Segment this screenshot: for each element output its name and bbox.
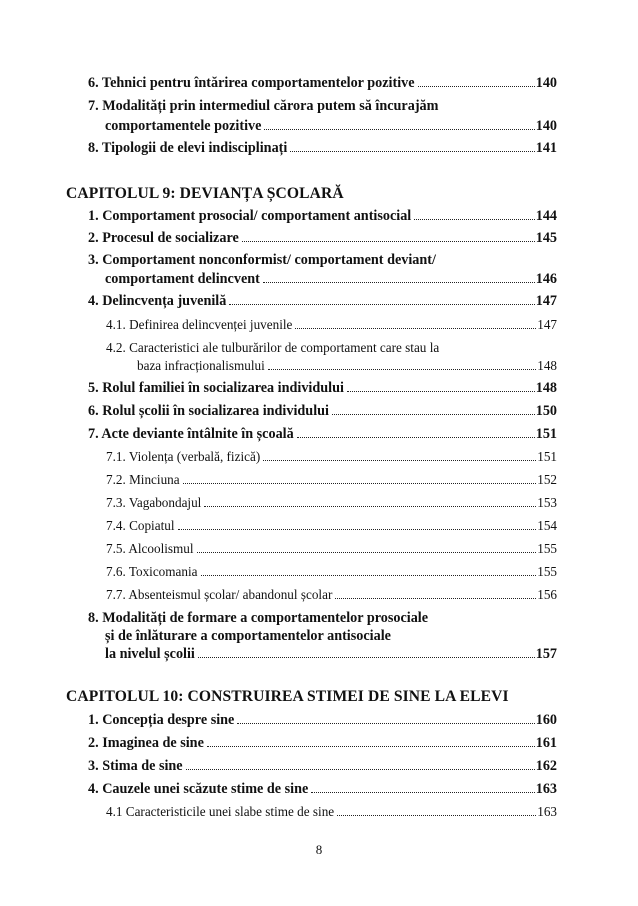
toc-entry-text: comportament delincvent [105, 271, 260, 287]
toc-entry-page: 144 [535, 208, 557, 224]
toc-subentry [106, 587, 557, 603]
toc-entry [105, 628, 557, 645]
toc-entry-page: 163 [535, 781, 557, 797]
dot-leader [198, 657, 535, 658]
toc-subentry [106, 518, 557, 534]
toc-entry [88, 75, 557, 92]
dot-leader [347, 391, 535, 392]
dot-leader [295, 328, 536, 329]
toc-entry [88, 426, 557, 443]
toc-entry-text: 7. Modalități prin intermediul cărora putem să încurajăm [88, 98, 439, 114]
dot-leader [178, 529, 537, 530]
toc-entry-text: 7.3. Vagabondajul [106, 495, 202, 510]
dot-leader [418, 86, 535, 87]
toc-entry-text: 3. Stima de sine [88, 758, 183, 774]
dot-leader [311, 792, 534, 793]
toc-entry-page: 148 [537, 358, 557, 373]
toc-entry-text: 6. Rolul școlii în socializarea individului [88, 403, 329, 419]
dot-leader [197, 552, 537, 553]
toc-entry [88, 208, 557, 225]
toc-entry [88, 735, 557, 752]
toc-entry [105, 646, 557, 663]
toc-entry-page: 151 [535, 426, 557, 442]
toc-entry-text: 7.7. Absenteismul școlar/ abandonul școlar [106, 587, 333, 602]
toc-entry-page: 160 [535, 712, 557, 728]
toc-entry-text: 1. Concepția despre sine [88, 712, 235, 728]
dot-leader [414, 219, 534, 220]
toc-entry-text: 4. Cauzele unei scăzute stime de sine [88, 781, 309, 797]
dot-leader [332, 414, 535, 415]
toc-entry-text: 7.4. Copiatul [106, 518, 175, 533]
toc-entry-text: la nivelul școlii [105, 646, 195, 662]
toc-entry [88, 293, 557, 310]
toc-entry-page: 151 [537, 449, 557, 464]
page-number: 8 [315, 842, 323, 857]
toc-entry [88, 140, 557, 157]
toc-subentry [106, 564, 557, 580]
toc-entry [88, 758, 557, 775]
toc-entry [88, 252, 557, 269]
dot-leader [201, 575, 537, 576]
toc-entry-text: 7.1. Violența (verbală, fizică) [106, 449, 261, 464]
dot-leader [264, 129, 534, 130]
toc-entry-text: 4. Delincvența juvenilă [88, 293, 227, 309]
toc-entry-page: 146 [535, 271, 557, 287]
toc-entry-page: 154 [537, 518, 557, 533]
toc-entry-page: 150 [535, 403, 557, 419]
toc-entry-page: 147 [537, 317, 557, 332]
dot-leader [337, 815, 536, 816]
toc-subentry [106, 495, 557, 511]
toc-entry-text: 7.5. Alcoolismul [106, 541, 194, 556]
toc-entry-page: 140 [535, 75, 557, 91]
toc-entry-text: comportamentele pozitive [105, 118, 262, 134]
toc-entry-text: 4.1 Caracteristicile unei slabe stime de sine [106, 804, 335, 819]
toc-subentry [106, 472, 557, 488]
toc-entry [105, 271, 557, 288]
toc-entry-page: 145 [535, 230, 557, 246]
dot-leader [237, 723, 534, 724]
toc-entry-text: baza infracționalismului [137, 358, 265, 373]
dot-leader [335, 598, 536, 599]
toc-entry-text: 6. Tehnici pentru întărirea comportamentelor pozitive [88, 75, 415, 91]
toc-entry-page: 161 [535, 735, 557, 751]
toc-subentry [106, 317, 557, 333]
toc-entry [88, 98, 557, 115]
toc-entry-page: 163 [537, 804, 557, 819]
toc-entry-page: 147 [535, 293, 557, 309]
toc-entry-text: 2. Imaginea de sine [88, 735, 204, 751]
dot-leader [268, 369, 536, 370]
toc-entry [88, 781, 557, 798]
dot-leader [263, 460, 536, 461]
toc-entry-page: 140 [535, 118, 557, 134]
dot-leader [263, 282, 535, 283]
toc-entry [105, 118, 557, 135]
dot-leader [290, 151, 534, 152]
toc-entry-text: 1. Comportament prosocial/ comportament antisocial [88, 208, 412, 224]
toc-entry-page: 155 [537, 564, 557, 579]
toc-entry-page: 162 [535, 758, 557, 774]
toc-entry-page: 157 [535, 646, 557, 662]
toc-entry [88, 403, 557, 420]
dot-leader [183, 483, 537, 484]
toc-subentry [137, 358, 557, 374]
dot-leader [297, 437, 535, 438]
toc-entry [88, 380, 557, 397]
toc-subentry [106, 804, 557, 820]
dot-leader [229, 304, 534, 305]
toc-entry [88, 712, 557, 729]
toc-entry [88, 230, 557, 247]
toc-entry-page: 141 [535, 140, 557, 156]
toc-entry-text: 8. Tipologii de elevi indisciplinați [88, 140, 288, 156]
toc-entry-text: 4.2. Caracteristici ale tulburărilor de comportament care stau la [106, 340, 440, 355]
toc-entry-text: și de înlăturare a comportamentelor antisociale [105, 628, 391, 644]
toc-entry-page: 156 [537, 587, 557, 602]
toc-entry-text: 2. Procesul de socializare [88, 230, 239, 246]
toc-entry [88, 610, 557, 627]
dot-leader [207, 746, 535, 747]
toc-entry-text: 7.2. Minciuna [106, 472, 180, 487]
toc-subentry [106, 449, 557, 465]
toc-subentry [106, 340, 557, 356]
toc-entry-text: 8. Modalități de formare a comportamentelor prosociale [88, 610, 429, 626]
dot-leader [242, 241, 535, 242]
toc-subentry [106, 541, 557, 557]
toc-entry-page: 148 [535, 380, 557, 396]
toc-entry-page: 152 [537, 472, 557, 487]
chapter-heading: CAPITOLUL 9: DEVIANȚA ȘCOLARĂ [66, 185, 344, 202]
dot-leader [186, 769, 535, 770]
toc-entry-text: 5. Rolul familiei în socializarea individului [88, 380, 344, 396]
chapter-heading: CAPITOLUL 10: CONSTRUIREA STIMEI DE SINE LA ELEVI [66, 688, 509, 705]
dot-leader [204, 506, 536, 507]
toc-entry-text: 3. Comportament nonconformist/ comportament deviant/ [88, 252, 436, 268]
toc-entry-page: 153 [537, 495, 557, 510]
toc-entry-text: 7.6. Toxicomania [106, 564, 198, 579]
toc-entry-text: 7. Acte deviante întâlnite în școală [88, 426, 294, 442]
toc-entry-page: 155 [537, 541, 557, 556]
toc-entry-text: 4.1. Definirea delincvenței juvenile [106, 317, 293, 332]
